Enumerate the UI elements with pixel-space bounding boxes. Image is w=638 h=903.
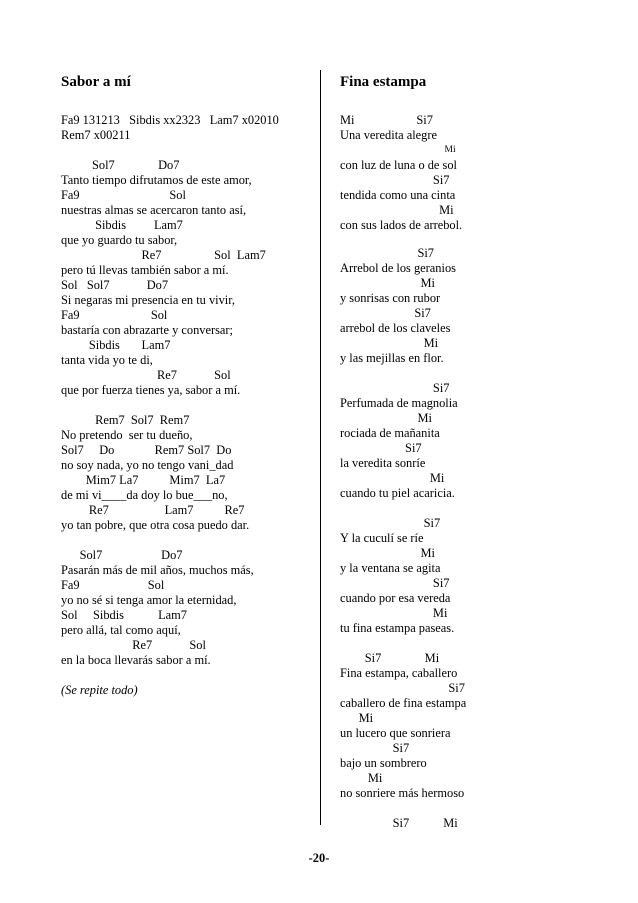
column-divider: [320, 70, 321, 825]
chord-line: Re7 Sol: [61, 368, 231, 382]
chord-line: Si7: [340, 306, 431, 320]
lyric-line: Y la cuculí se ríe: [340, 531, 424, 545]
lyric-line: caballero de fina estampa: [340, 696, 467, 710]
lyric-line: la veredita sonríe: [340, 456, 426, 470]
lyric-line: tendida como una cinta: [340, 188, 456, 202]
chord-line: Si7: [340, 741, 410, 755]
lyric-line: y sonrisas con rubor: [340, 291, 441, 305]
chord-line: Sol Sibdis Lam7: [61, 608, 187, 622]
page-number: -20-: [308, 851, 330, 865]
chord-line: Fa9 131213 Sibdis xx2323 Lam7 x02010: [61, 113, 279, 127]
lyric-line: Una veredita alegre: [340, 128, 438, 142]
chord-line: Mi Si7: [340, 113, 433, 127]
lyric-line: de mi vi____da doy lo bue___no,: [61, 488, 228, 502]
lyric-line: yo tan pobre, que otra cosa puedo dar.: [61, 518, 250, 532]
lyric-line: rociada de mañanita: [340, 426, 440, 440]
chord-line: Mi: [340, 336, 439, 350]
chord-line: Re7 Lam7 Re7: [61, 503, 245, 517]
chord-line: Sibdis Lam7: [61, 218, 183, 232]
chord-line: Mi: [340, 606, 448, 620]
chord-line: Si7: [340, 441, 422, 455]
lyric-line: No pretendo ser tu dueño,: [61, 428, 193, 442]
chord-line: Si7: [340, 681, 465, 695]
lyric-line: un lucero que sonriera: [340, 726, 451, 740]
chord-line: Mim7 La7 Mim7 La7: [61, 473, 226, 487]
chord-line: Re7 Sol: [61, 638, 206, 652]
chord-line: Sol7 Do7: [61, 548, 183, 562]
lyric-line: Pasarán más de mil años, muchos más,: [61, 563, 254, 577]
chord-line: Si7: [340, 246, 434, 260]
lyric-line: Perfumada de magnolia: [340, 396, 458, 410]
lyric-line: en la boca llevarás sabor a mí.: [61, 653, 211, 667]
lyric-line: con sus lados de arrebol.: [340, 218, 463, 232]
lyric-line: Si negaras mi presencia en tu vivir,: [61, 293, 235, 307]
chord-line: Mi: [340, 711, 374, 725]
chord-line: Fa9 Sol: [61, 578, 165, 592]
lyric-line: no soy nada, yo no tengo vani_dad: [61, 458, 234, 472]
chord-line: Fa9 Sol: [61, 308, 168, 322]
chord-line: Mi: [340, 145, 456, 155]
lyric-line: que yo guardo tu sabor,: [61, 233, 178, 247]
chord-line: Si7: [340, 516, 441, 530]
chord-line: Sibdis Lam7: [61, 338, 171, 352]
lyric-line: cuando por esa vereda: [340, 591, 451, 605]
chord-line: Mi: [340, 276, 435, 290]
chord-line: Re7 Sol Lam7: [61, 248, 266, 262]
lyric-line: tanta vida yo te di,: [61, 353, 153, 367]
chord-line: Si7: [340, 576, 450, 590]
lyric-line: no sonriere más hermoso: [340, 786, 465, 800]
chord-line: Mi: [340, 471, 445, 485]
chord-line: Si7 Mi: [340, 816, 458, 830]
lyric-line: pero tú llevas también sabor a mí.: [61, 263, 229, 277]
lyric-line: y las mejillas en flor.: [340, 351, 444, 365]
chord-line: Rem7 x00211: [61, 128, 131, 142]
chord-line: Sol7 Do Rem7 Sol7 Do: [61, 443, 232, 457]
song-title-fina-estampa: Fina estampa: [340, 74, 427, 90]
lyric-line: y la ventana se agita: [340, 561, 441, 575]
chord-line: Si7: [340, 173, 450, 187]
chord-line: Fa9 Sol: [61, 188, 186, 202]
lyric-line: tu fina estampa paseas.: [340, 621, 455, 635]
chord-line: Si7 Mi: [340, 651, 440, 665]
lyric-line: que por fuerza tienes ya, sabor a mí.: [61, 383, 241, 397]
lyric-line: bajo un sombrero: [340, 756, 427, 770]
lyric-line: nuestras almas se acercaron tanto así,: [61, 203, 247, 217]
chord-line: Mi: [340, 411, 432, 425]
lyric-line: Fina estampa, caballero: [340, 666, 458, 680]
chord-line: Sol Sol7 Do7: [61, 278, 169, 292]
lyric-line: bastaría con abrazarte y conversar;: [61, 323, 233, 337]
chord-line: Si7: [340, 381, 450, 395]
lyric-line: pero allá, tal como aquí,: [61, 623, 181, 637]
chord-line: Mi: [340, 203, 454, 217]
lyric-line: arrebol de los claveles: [340, 321, 451, 335]
lyric-line: Tanto tiempo difrutamos de este amor,: [61, 173, 252, 187]
lyric-line: Arrebol de los geranios: [340, 261, 456, 275]
lyric-line: con luz de luna o de sol: [340, 158, 457, 172]
lyric-line: cuando tu piel acaricia.: [340, 486, 455, 500]
chord-line: Rem7 Sol7 Rem7: [61, 413, 190, 427]
chord-line: Sol7 Do7: [61, 158, 180, 172]
chord-line: Mi: [340, 771, 383, 785]
lyric-line: yo no sé si tenga amor la eternidad,: [61, 593, 237, 607]
chord-line: Mi: [340, 546, 435, 560]
repeat-note: (Se repite todo): [61, 683, 138, 697]
song-title-sabor-a-mi: Sabor a mí: [61, 74, 131, 90]
